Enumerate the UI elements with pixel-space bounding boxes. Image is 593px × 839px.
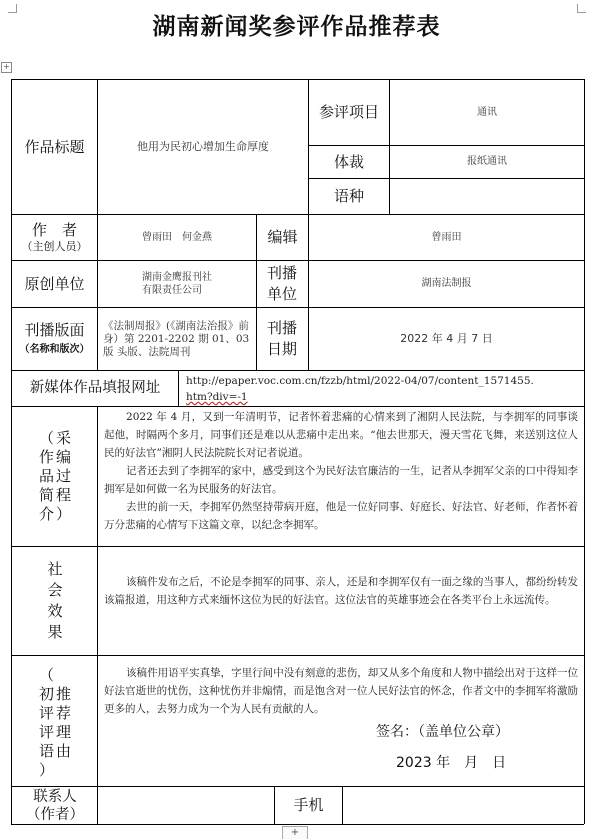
label-review: （ 初 评 评 语 ） 推 荐 理 由 bbox=[38, 666, 72, 779]
label-process: （ 作 品 简 介 采 编 过 程 ） bbox=[38, 429, 72, 523]
value-language[interactable] bbox=[390, 179, 584, 214]
value-review[interactable] bbox=[104, 664, 578, 718]
label-author bbox=[12, 215, 97, 260]
process-paragraph: 2022 年 4 月，又到一年清明节，记者怀着悲痛的心情来到了湘阴人民法院，与李拥军的同事谈起他，时隔两个多月，同事们还是难以从悲痛中走出来。“他去世那天，漫天雪花飞舞，来送别这位人民的好法官”湘阴人民法院院长对记者说道。 bbox=[104, 411, 578, 459]
corner-mark-top-left bbox=[8, 4, 17, 13]
effect-paragraph: 该稿件发布之后，不论是李拥军的同事、亲人，还是和李拥军仅有一面之缘的当事人，都纷纷转发该篇报道，用这种方式来缅怀这位为民的好法官。这位法官的英雄事迹会在各类平台上永远流传。 bbox=[104, 576, 578, 606]
table-move-handle-icon[interactable]: + bbox=[1, 62, 12, 73]
label-author-sub: （主创人员） bbox=[21, 240, 88, 253]
label-effect: 社 会 效 果 bbox=[47, 560, 63, 641]
value-category[interactable]: 通讯 bbox=[477, 106, 497, 118]
label-language: 语种 bbox=[333, 187, 364, 206]
review-paragraph: 该稿件用语平实真挚，字里行间中没有刻意的悲伤，却又从多个角度和人物中描绘出对于这样一位好法官逝世的忧伤，这种忧伤并非煽情，而是饱含对一位人民好法官的怀念，作者文中的李拥军将激励更多的人，去努力成为一个为人民有贡献的人。 bbox=[104, 667, 578, 715]
value-phone[interactable] bbox=[343, 787, 584, 824]
label-new-media-url: 新媒体作品填报网址 bbox=[29, 380, 161, 397]
value-original-unit[interactable]: 湖南金鹰报刊社 有限责任公司 bbox=[142, 271, 212, 296]
value-new-media-url[interactable] bbox=[186, 373, 580, 405]
value-work-title[interactable]: 他用为民初心增加生命厚度 bbox=[137, 139, 269, 153]
label-publish-page-sub: （名称和版次） bbox=[19, 344, 90, 356]
process-paragraph: 去世的前一天，李拥军仍然坚持带病开庭，他是一位好同事、好庭长、好法官、好老师，作者怀着万分悲痛的心情写下这篇文章，以纪念李拥军。 bbox=[104, 501, 578, 531]
value-author[interactable]: 曾雨田 何金燕 bbox=[142, 231, 212, 243]
label-publish-unit: 刊播单位 bbox=[266, 264, 297, 303]
value-editor[interactable]: 曾雨田 bbox=[431, 231, 462, 243]
value-publish-page[interactable]: 《法制周报》(《湖南法治报》前身）第 2201-2202 期 01、03 版 头版、法院周刊 bbox=[103, 319, 250, 358]
signature-date: 2023 年 月 日 bbox=[396, 755, 507, 771]
url-tail-text: htm?div=-1 bbox=[186, 391, 248, 403]
label-editor: 编辑 bbox=[267, 228, 298, 247]
label-category: 参评项目 bbox=[318, 103, 379, 122]
label-genre: 体裁 bbox=[333, 152, 364, 171]
corner-mark-top-right bbox=[577, 4, 586, 13]
value-effect[interactable] bbox=[104, 573, 578, 609]
label-publish-page-main: 刊播版面 bbox=[24, 321, 85, 340]
label-phone: 手机 bbox=[293, 796, 324, 815]
value-publish-date[interactable]: 2022 年 4 月 7 日 bbox=[400, 331, 493, 345]
label-work-title: 作品标题 bbox=[24, 137, 85, 156]
label-author-main: 作 者 bbox=[31, 221, 77, 240]
add-row-icon[interactable]: + bbox=[282, 826, 308, 839]
value-process[interactable] bbox=[104, 408, 578, 534]
value-publish-unit[interactable]: 湖南法制报 bbox=[421, 278, 472, 290]
label-publish-page bbox=[12, 308, 97, 370]
label-contact: 联系人（作者） bbox=[26, 788, 84, 823]
label-publish-date: 刊播日期 bbox=[266, 319, 297, 358]
value-genre[interactable]: 报纸通讯 bbox=[467, 156, 507, 168]
url-main-text: http://epaper.voc.com.cn/fzzb/html/2022-04/07/content_1571455. bbox=[186, 375, 534, 387]
page-title: 湖南新闻奖参评作品推荐表 bbox=[152, 14, 441, 40]
label-original-unit: 原创单位 bbox=[24, 274, 85, 293]
value-contact[interactable] bbox=[98, 787, 274, 824]
signature-line: 签名：（盖单位公章） bbox=[376, 724, 509, 740]
process-paragraph: 记者还去到了李拥军的家中，感受到这个为民好法官廉洁的一生，记者从李拥军父亲的口中得知李拥军是如何做一名为民服务的好法官。 bbox=[104, 465, 578, 495]
